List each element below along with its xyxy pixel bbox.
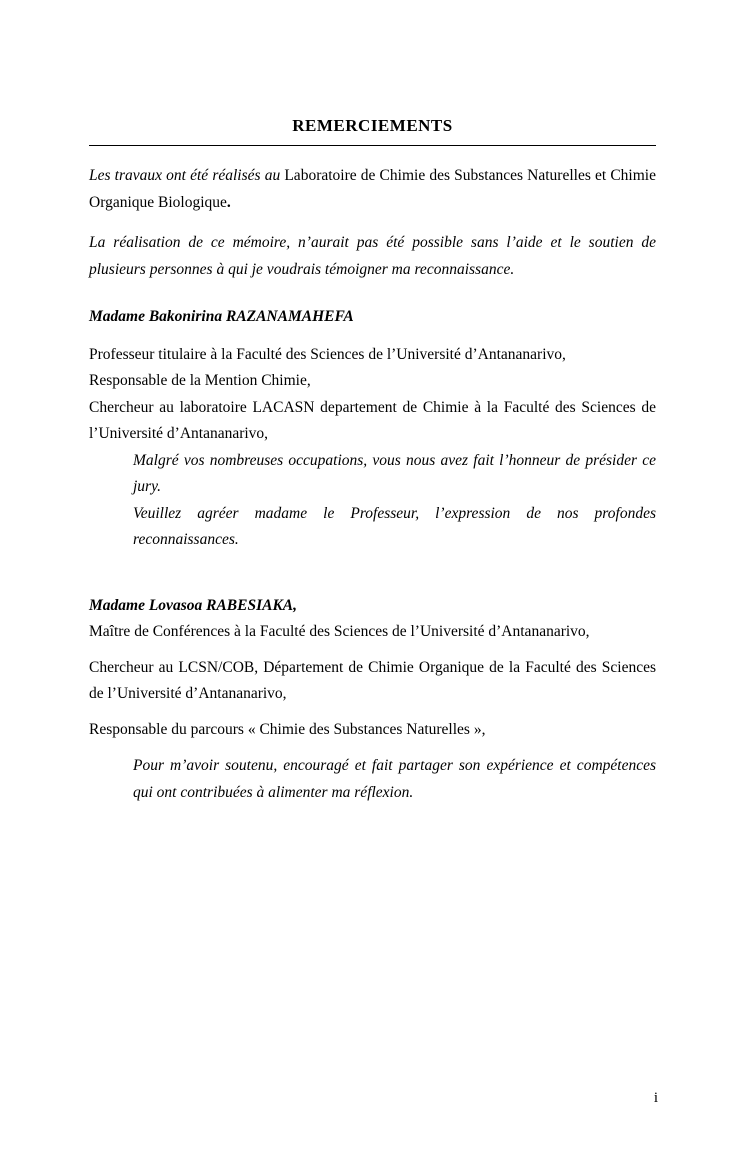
intro-italic-text: Les travaux ont été réalisés au	[89, 167, 285, 184]
section2-line1: Maître de Conférences à la Faculté des Sciences de l’Université d’Antananarivo,	[89, 623, 590, 640]
section2-line2: Chercheur au LCSN/COB, Département de Chimie Organique de la Faculté des Sciences de l’Université d’Antananarivo,	[89, 658, 656, 702]
section1-quote1: Malgré vos nombreuses occupations, vous nous avez fait l’honneur de présider ce jury.	[133, 451, 656, 495]
section1-heading: Madame Bakonirina RAZANAMAHEFA	[89, 308, 354, 325]
title-divider	[89, 145, 656, 146]
intro-regular-text: Laboratoire de Chimie des Substances Naturelles et Chimie Organique Biologique	[89, 167, 656, 211]
paragraph-intro	[89, 163, 656, 216]
section1-quote2: Veuillez agréer madame le Professeur, l’expression de nos profondes reconnaissances.	[133, 504, 656, 548]
intro-bold-period: .	[226, 193, 231, 211]
section1-line1: Professeur titulaire à la Faculté des Sciences de l’Université d’Antananarivo,	[89, 345, 566, 363]
section2-quote1: Pour m’avoir soutenu, encouragé et fait partager son expérience et compétences qui ont contribuées à alimenter ma réflexion.	[133, 757, 656, 801]
page-number: i	[653, 1090, 658, 1106]
page-title: REMERCIEMENTS	[292, 116, 453, 135]
section2-heading: Madame Lovasoa RABESIAKA,	[89, 596, 297, 614]
document-page	[0, 116, 745, 1169]
section1-line3: Chercheur au laboratoire LACASN departement de Chimie à la Faculté des Sciences de l’Université d’Antananarivo,	[89, 398, 656, 442]
paragraph-realisation: La réalisation de ce mémoire, n’aurait pas été possible sans l’aide et le soutien de plusieurs personnes à qui je voudrais témoigner ma reconnaissance.	[89, 234, 656, 278]
section1-line2: Responsable de la Mention Chimie,	[89, 372, 311, 389]
section2-line3: Responsable du parcours « Chimie des Substances Naturelles »,	[89, 720, 486, 738]
